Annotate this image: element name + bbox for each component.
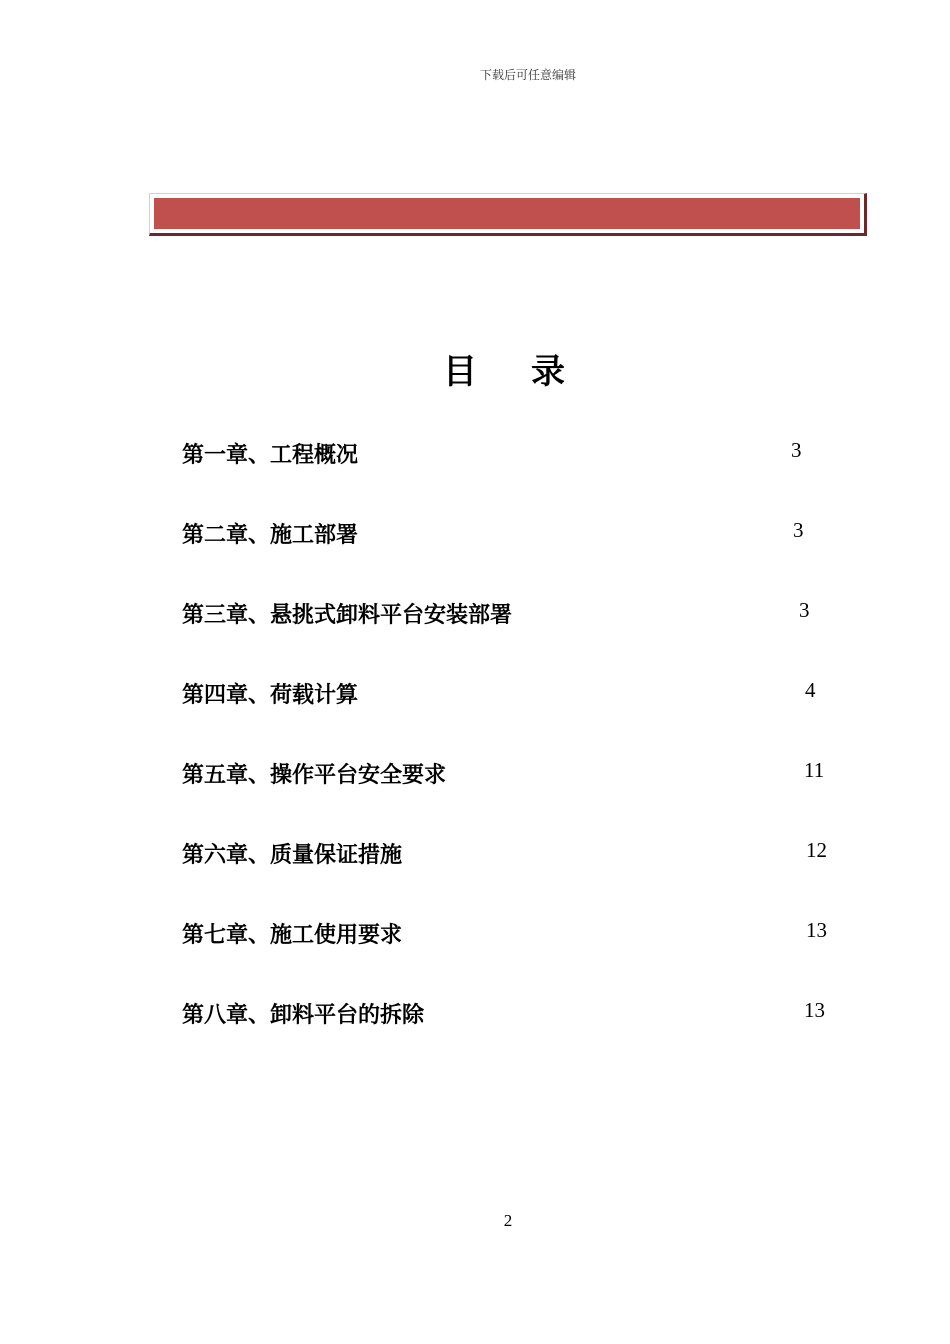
toc-entry-label: 第四章、荷载计算 xyxy=(182,682,359,708)
toc-entry-label: 第七章、施工使用要求 xyxy=(182,922,403,948)
toc-entry[interactable] xyxy=(0,998,950,1030)
toc-title xyxy=(0,344,950,393)
toc-entry[interactable] xyxy=(0,678,950,710)
toc-entry-page: 3 xyxy=(799,598,810,622)
toc-entry-page: 11 xyxy=(804,758,825,782)
toc-title-part-1: 目 xyxy=(443,352,479,392)
toc-entry[interactable] xyxy=(0,918,950,950)
toc-entry[interactable] xyxy=(0,438,950,470)
decorative-banner xyxy=(154,198,860,229)
toc-entry-page: 13 xyxy=(804,998,825,1022)
header-note: 下载后可任意编辑 xyxy=(479,68,576,82)
toc-entry-page: 4 xyxy=(805,678,816,702)
toc-entry[interactable] xyxy=(0,838,950,870)
toc-entry-label: 第一章、工程概况 xyxy=(182,442,359,468)
toc-entry-page: 12 xyxy=(806,838,827,862)
toc-title-part-2: 录 xyxy=(531,352,567,392)
toc-entry-label: 第二章、施工部署 xyxy=(182,522,359,548)
toc-entry[interactable] xyxy=(0,518,950,550)
toc-entry-label: 第三章、悬挑式卸料平台安装部署 xyxy=(182,602,513,628)
page-number: 2 xyxy=(503,1211,513,1230)
toc-entry-label: 第五章、操作平台安全要求 xyxy=(182,762,447,788)
toc-entry-page: 13 xyxy=(806,918,827,942)
toc-entry-page: 3 xyxy=(791,438,802,462)
toc-entry-label: 第八章、卸料平台的拆除 xyxy=(182,1002,425,1028)
toc-entry[interactable] xyxy=(0,758,950,790)
toc-entry-label: 第六章、质量保证措施 xyxy=(182,842,403,868)
toc-entry[interactable] xyxy=(0,598,950,630)
toc-entry-page: 3 xyxy=(793,518,804,542)
decorative-banner-frame xyxy=(149,193,867,236)
